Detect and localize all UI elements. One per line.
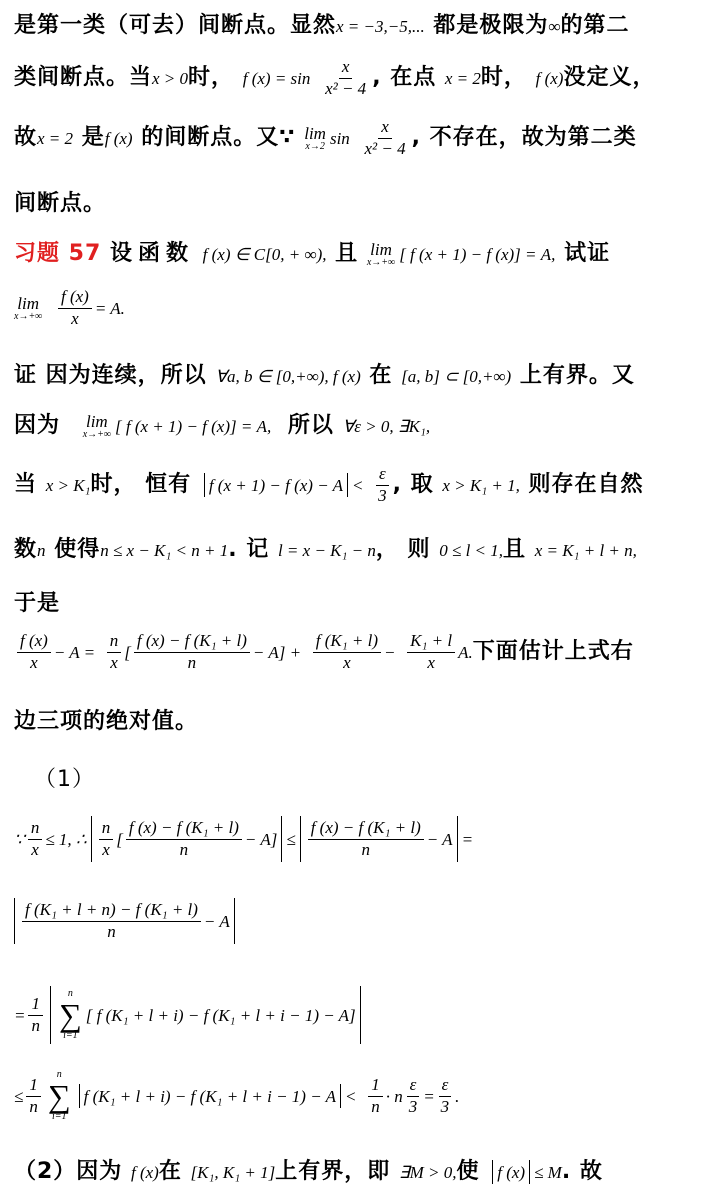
abs-bar bbox=[457, 816, 458, 862]
sum-upper: n bbox=[67, 988, 73, 999]
text-line-1 bbox=[14, 8, 710, 39]
math-expr: = bbox=[14, 1006, 26, 1025]
math-expr: ≤ bbox=[14, 1087, 24, 1106]
abs-bar bbox=[347, 473, 348, 497]
math-expr: − A] + bbox=[252, 643, 302, 663]
text-line-8 bbox=[14, 408, 710, 440]
fraction bbox=[28, 819, 43, 859]
denominator: x bbox=[102, 839, 110, 859]
text-line-14 bbox=[34, 762, 710, 793]
math-expr: = A. bbox=[94, 299, 125, 319]
numerator: 1 bbox=[28, 995, 43, 1016]
math-expr: − A = bbox=[53, 643, 96, 663]
text-line-2 bbox=[14, 58, 710, 98]
math-expr: [ bbox=[124, 643, 131, 663]
text-line-3 bbox=[14, 118, 710, 158]
text: 在 bbox=[158, 1159, 182, 1184]
text: 没定义， bbox=[563, 65, 656, 91]
text: 证 因为连续，所以 bbox=[14, 363, 207, 388]
abs-bar bbox=[91, 816, 92, 862]
denominator: x bbox=[30, 652, 38, 672]
math-expr: f (x + 1) − f (x) − A bbox=[208, 476, 343, 496]
fraction bbox=[26, 1076, 41, 1116]
text: 在 bbox=[369, 363, 393, 388]
text: 时， 恒有 bbox=[90, 472, 192, 498]
text: 故 bbox=[14, 125, 38, 151]
text: 上有界，即 bbox=[275, 1159, 391, 1184]
fraction bbox=[322, 58, 369, 98]
text: 当 bbox=[14, 472, 38, 498]
text-line-13 bbox=[14, 704, 710, 735]
denominator: x bbox=[110, 652, 118, 672]
fraction bbox=[134, 632, 250, 672]
lim-subscript: x→2 bbox=[305, 140, 325, 152]
text: 是第一类（可去）间断点。显然 bbox=[14, 13, 337, 38]
math-expr: − bbox=[383, 643, 396, 663]
abs-bar bbox=[79, 1084, 80, 1108]
math-expr: x = 2 bbox=[37, 129, 74, 149]
abs-bar bbox=[340, 1084, 341, 1108]
numerator: n bbox=[28, 819, 43, 840]
fraction bbox=[438, 1076, 453, 1116]
denominator: n bbox=[179, 839, 189, 859]
denominator: x bbox=[427, 652, 435, 672]
text-line-11 bbox=[14, 586, 710, 617]
text: ， 则 bbox=[375, 537, 431, 562]
numerator: x bbox=[378, 118, 392, 139]
fraction bbox=[99, 819, 114, 859]
denominator: x² − 4 bbox=[325, 78, 367, 98]
math-expr: ∵ bbox=[14, 830, 25, 849]
denominator: x² − 4 bbox=[364, 138, 406, 158]
math-expr: < bbox=[352, 476, 364, 496]
text: , 在点 bbox=[372, 65, 437, 91]
text-line-7 bbox=[14, 358, 710, 389]
math-expr: ∃M > 0, bbox=[398, 1163, 457, 1182]
fraction bbox=[58, 288, 92, 328]
abs-bar bbox=[204, 473, 205, 497]
math-expr: x > K₁ + 1, bbox=[442, 476, 520, 496]
math-expr: . bbox=[455, 1087, 460, 1106]
lim-subscript: x→+∞ bbox=[366, 256, 396, 268]
numerator: 1 bbox=[26, 1076, 41, 1097]
denominator: n bbox=[371, 1096, 380, 1116]
math-expr: x > 0 bbox=[152, 69, 189, 89]
text: 因为 bbox=[14, 413, 61, 438]
math-expr: n ≤ x − K₁ < n + 1 bbox=[100, 541, 229, 560]
text: , 取 bbox=[392, 472, 434, 498]
numerator: K₁ + l bbox=[407, 632, 455, 653]
text: 试证 bbox=[564, 241, 611, 266]
math-expr: n bbox=[37, 541, 46, 560]
denominator: n bbox=[107, 921, 116, 941]
text: 则存在自然 bbox=[528, 472, 644, 498]
math-expr: [ f (x + 1) − f (x)] = A, bbox=[115, 417, 272, 436]
text: . 记 bbox=[228, 537, 270, 562]
abs-bar bbox=[14, 898, 15, 944]
math-expr: sin bbox=[329, 129, 350, 149]
lim-subscript: x→+∞ bbox=[14, 310, 43, 322]
math-expr: ≤ bbox=[286, 830, 296, 849]
math-expr: x = −3,−5,... bbox=[336, 17, 425, 36]
denominator: x bbox=[343, 652, 351, 672]
numerator: 1 bbox=[368, 1076, 383, 1097]
math-expr: − A bbox=[203, 912, 230, 931]
text-line-19 bbox=[14, 1154, 710, 1185]
numerator: ε bbox=[407, 1076, 420, 1097]
text: 边三项的绝对值。 bbox=[14, 709, 199, 734]
numerator: x bbox=[339, 58, 353, 79]
numerator: ε bbox=[376, 465, 389, 486]
denominator: n bbox=[187, 652, 197, 672]
numerator: f (x) bbox=[58, 288, 92, 309]
text: 设函数 bbox=[109, 241, 194, 266]
numerator: f (K₁ + l) bbox=[313, 632, 381, 653]
denominator: x bbox=[31, 839, 39, 859]
math-expr: ∞ bbox=[548, 17, 561, 36]
math-expr: f (x) bbox=[130, 1163, 159, 1182]
sigma-glyph: ∑ bbox=[58, 997, 82, 1033]
text-line-9 bbox=[14, 465, 710, 505]
math-expr: x = 2 bbox=[444, 69, 481, 89]
text: 所以 bbox=[287, 413, 334, 438]
text-line-16 bbox=[14, 898, 710, 944]
sigma-glyph: ∑ bbox=[47, 1078, 71, 1114]
fraction bbox=[28, 995, 43, 1035]
numerator: f (x) bbox=[17, 632, 51, 653]
math-expr: A. bbox=[458, 643, 473, 663]
math-expr: [ f (K₁ + l + i) − f (K₁ + l + i − 1) − A] bbox=[85, 1006, 356, 1025]
text: 数 bbox=[14, 537, 38, 562]
abs-bar bbox=[234, 898, 235, 944]
math-expr: ∀ε > 0, ∃K₁, bbox=[342, 417, 431, 436]
denominator: n bbox=[29, 1096, 38, 1116]
text: 使得 bbox=[54, 537, 101, 562]
numerator: f (x) − f (K₁ + l) bbox=[308, 819, 424, 840]
text: 下面估计上式右 bbox=[472, 639, 634, 665]
math-expr: < bbox=[345, 1087, 357, 1106]
text: （2）因为 bbox=[14, 1159, 123, 1184]
math-expr: f (x) bbox=[535, 69, 564, 89]
fraction bbox=[107, 632, 122, 672]
lim-text: lim bbox=[370, 239, 392, 259]
math-expr: f (x) = sin bbox=[242, 69, 311, 89]
text: 类间断点。当 bbox=[14, 65, 153, 91]
denominator: 3 bbox=[440, 1096, 450, 1116]
text: 于是 bbox=[14, 591, 61, 616]
math-expr: ∀a, b ∈ [0,+∞), f (x) bbox=[215, 367, 361, 386]
limit-operator bbox=[14, 295, 42, 322]
sum-lower: i=1 bbox=[51, 1111, 67, 1122]
text-line-15 bbox=[14, 816, 710, 862]
fraction bbox=[375, 465, 390, 505]
math-expr: − A bbox=[426, 830, 453, 849]
text-line-4 bbox=[14, 186, 710, 217]
text-line-18 bbox=[14, 1070, 710, 1122]
math-expr: f (x) ∈ C[0, + ∞), bbox=[202, 245, 327, 264]
sum-lower: i=1 bbox=[63, 1030, 78, 1041]
numerator: n bbox=[107, 632, 122, 653]
math-expr: ≤ M bbox=[534, 1163, 562, 1182]
text: 时， bbox=[188, 65, 235, 91]
text: （1） bbox=[34, 767, 95, 792]
math-expr: − A] bbox=[244, 830, 278, 849]
summation bbox=[48, 1070, 71, 1122]
math-expr: x > K₁ bbox=[45, 476, 91, 496]
denominator: n bbox=[31, 1015, 40, 1035]
abs-bar bbox=[529, 1160, 530, 1184]
denominator: 3 bbox=[408, 1096, 418, 1116]
text: 且 bbox=[503, 537, 527, 562]
text-line-10 bbox=[14, 532, 710, 563]
lim-text: lim bbox=[85, 411, 108, 431]
summation bbox=[59, 989, 82, 1041]
text: 间断点。 bbox=[14, 191, 107, 216]
denominator: 3 bbox=[378, 485, 387, 505]
math-expr: = bbox=[423, 1087, 435, 1106]
math-expr: f (K₁ + l + i) − f (K₁ + l + i − 1) − A bbox=[83, 1087, 337, 1106]
denominator: x bbox=[71, 308, 79, 328]
text: 的第二 bbox=[560, 13, 630, 38]
math-expr: [ bbox=[116, 830, 123, 849]
math-expr: = bbox=[461, 830, 474, 849]
fraction bbox=[407, 632, 455, 672]
text-line-6 bbox=[14, 288, 710, 328]
text: 使 bbox=[456, 1159, 480, 1184]
numerator: n bbox=[99, 819, 114, 840]
math-expr: [K₁, K₁ + 1] bbox=[190, 1163, 276, 1182]
math-expr: 0 ≤ l < 1, bbox=[439, 541, 504, 560]
math-expr: x = K₁ + l + n, bbox=[534, 541, 637, 560]
text: . 故 bbox=[561, 1159, 603, 1184]
abs-bar bbox=[281, 816, 282, 862]
text: , 不存在，故为第二类 bbox=[411, 125, 637, 151]
denominator: n bbox=[361, 839, 370, 859]
text-line-12 bbox=[14, 632, 710, 672]
fraction bbox=[126, 819, 242, 859]
fraction bbox=[361, 118, 408, 158]
lim-text: lim bbox=[17, 293, 40, 313]
lim-text: lim bbox=[304, 123, 326, 143]
math-expr: l = x − K₁ − n bbox=[277, 541, 376, 560]
abs-bar bbox=[492, 1160, 493, 1184]
text: 的间断点。又∵ bbox=[141, 125, 296, 151]
numerator: f (K₁ + l + n) − f (K₁ + l) bbox=[22, 901, 201, 922]
text: 是 bbox=[81, 125, 105, 151]
sum-upper: n bbox=[56, 1069, 62, 1080]
limit-operator bbox=[367, 241, 395, 268]
fraction bbox=[22, 901, 201, 941]
numerator: f (x) − f (K₁ + l) bbox=[134, 632, 250, 653]
text: 都是极限为 bbox=[433, 13, 549, 38]
lim-subscript: x→+∞ bbox=[82, 428, 112, 440]
numerator: f (x) − f (K₁ + l) bbox=[126, 819, 242, 840]
numerator: ε bbox=[439, 1076, 452, 1097]
fraction bbox=[368, 1076, 383, 1116]
abs-bar bbox=[50, 986, 51, 1044]
limit-operator bbox=[83, 413, 111, 440]
math-expr: [a, b] ⊂ [0,+∞) bbox=[401, 367, 512, 386]
math-expr: ≤ 1, ∴ bbox=[45, 830, 87, 849]
fraction bbox=[308, 819, 424, 859]
text: 且 bbox=[335, 241, 359, 266]
limit-operator bbox=[304, 125, 326, 152]
abs-bar bbox=[360, 986, 361, 1044]
abs-bar bbox=[300, 816, 301, 862]
text: 上有界。又 bbox=[519, 363, 635, 388]
exercise-title: 习题 57 bbox=[14, 241, 102, 266]
text-line-5 bbox=[14, 236, 710, 268]
fraction bbox=[17, 632, 51, 672]
fraction bbox=[313, 632, 381, 672]
math-expr: [ f (x + 1) − f (x)] = A, bbox=[399, 245, 556, 264]
fraction bbox=[406, 1076, 421, 1116]
math-expr: · n bbox=[385, 1087, 403, 1106]
math-expr: f (x) bbox=[104, 129, 133, 149]
math-expr: f (x) bbox=[497, 1163, 526, 1182]
text-line-17 bbox=[14, 986, 710, 1044]
text: 时， bbox=[480, 65, 527, 91]
